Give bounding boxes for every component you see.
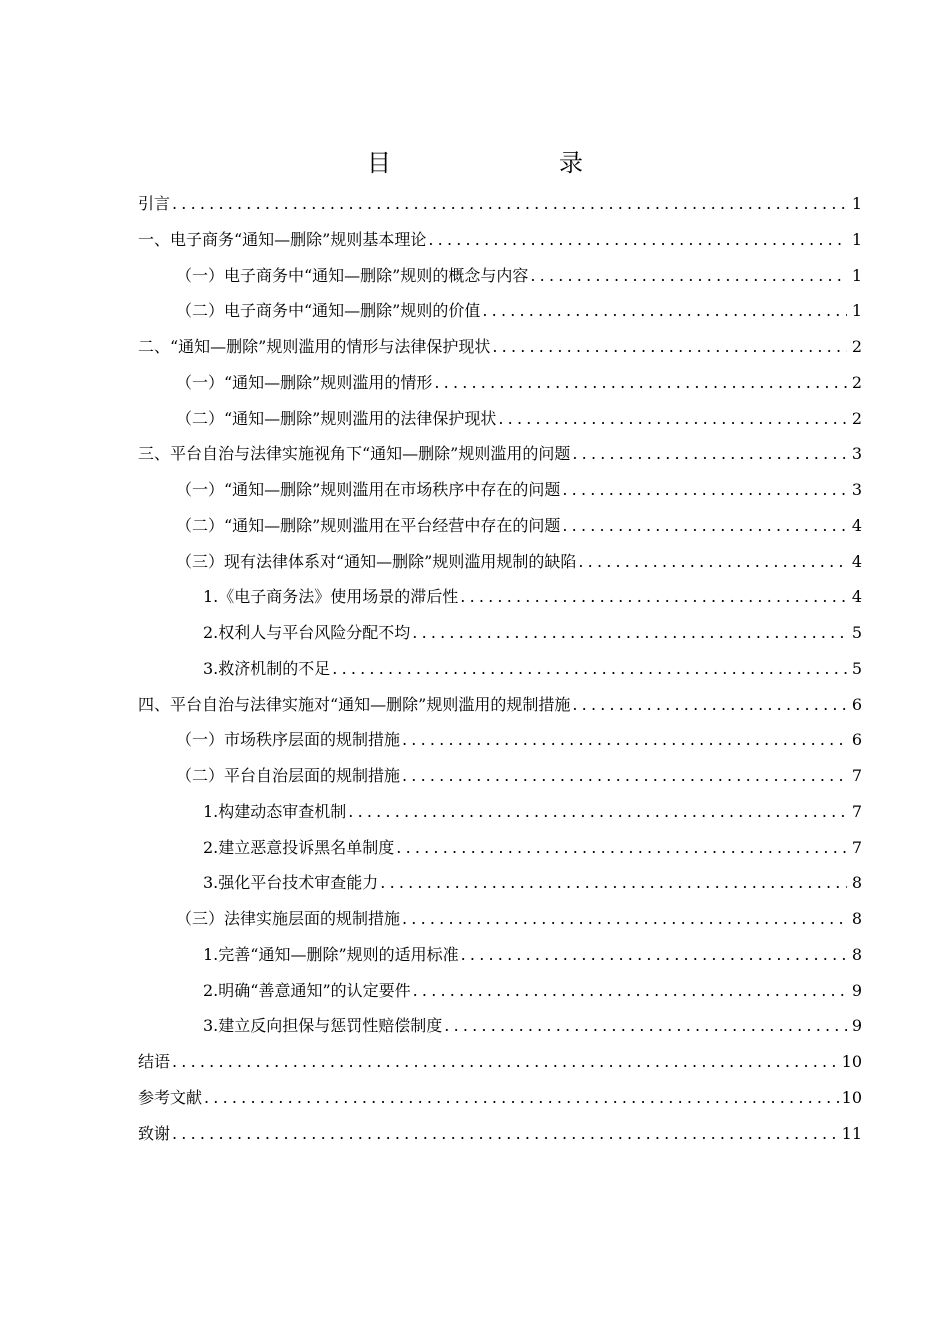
toc-page-number: 1 xyxy=(851,194,862,213)
toc-entry[interactable] xyxy=(138,186,862,222)
toc-entry[interactable] xyxy=(138,329,862,365)
toc-entry-label: 参考文献 xyxy=(138,1087,203,1107)
toc-page-number: 6 xyxy=(851,694,862,714)
toc-entry-label: 二、“通知—删除”规则滥用的情形与法律保护现状 xyxy=(138,337,491,356)
toc-entry-label: 3.强化平台技术审查能力 xyxy=(203,873,379,893)
toc-entry[interactable] xyxy=(138,865,862,901)
toc-page-number: 6 xyxy=(851,730,862,750)
toc-entry[interactable] xyxy=(138,1044,862,1080)
toc-entry-label: 结语 xyxy=(138,1052,171,1071)
dot-leader xyxy=(348,794,847,830)
toc-entry[interactable] xyxy=(138,722,862,758)
toc-entry[interactable] xyxy=(138,615,862,651)
toc-entry-label: 3.救济机制的不足 xyxy=(203,658,331,678)
toc-entry[interactable] xyxy=(138,687,862,723)
toc-entry-label: 1.《电子商务法》使用场景的滞后性 xyxy=(203,587,459,607)
toc-entry-label: （三）法律实施层面的规制措施 xyxy=(176,909,401,928)
toc-entry-label: 一、电子商务“通知—删除”规则基本理论 xyxy=(138,229,427,249)
toc-entry-label: （一）“通知—删除”规则滥用在市场秩序中存在的问题 xyxy=(176,480,561,499)
toc-page-number: 4 xyxy=(851,587,862,607)
toc-page-number: 2 xyxy=(851,372,862,392)
dot-leader xyxy=(413,973,847,1009)
dot-leader xyxy=(578,544,847,580)
toc-entry-label: （二）“通知—删除”规则滥用在平台经营中存在的问题 xyxy=(176,515,561,535)
toc-entry[interactable] xyxy=(138,1116,862,1152)
toc-page-number: 8 xyxy=(851,873,862,893)
toc-entry-label: 1.完善“通知—删除”规则的适用标准 xyxy=(203,944,459,964)
dot-leader xyxy=(461,937,847,973)
toc-entry-label: （一）“通知—删除”规则滥用的情形 xyxy=(176,372,433,392)
dot-leader xyxy=(434,365,847,401)
toc-page-number: 2 xyxy=(851,337,862,356)
toc-page-number: 8 xyxy=(851,909,862,928)
toc-entry[interactable] xyxy=(138,222,862,258)
dot-leader xyxy=(412,615,847,651)
toc-entry[interactable] xyxy=(138,508,862,544)
toc-page-number: 5 xyxy=(851,623,862,642)
dot-leader xyxy=(562,472,847,508)
toc-entry-label: （二）电子商务中“通知—删除”规则的价值 xyxy=(176,301,481,321)
toc-entry[interactable] xyxy=(138,293,862,329)
toc-page-number: 7 xyxy=(851,837,862,857)
dot-leader xyxy=(562,508,847,544)
toc-page-number: 9 xyxy=(851,980,862,1000)
toc-entry[interactable] xyxy=(138,401,862,437)
toc-entry-label: 2.明确“善意通知”的认定要件 xyxy=(203,980,411,1000)
toc-entry-label: 致谢 xyxy=(138,1123,171,1143)
toc-entry-label: 三、平台自治与法律实施视角下“通知—删除”规则滥用的问题 xyxy=(138,444,571,464)
dot-leader xyxy=(492,329,847,365)
toc-entry[interactable] xyxy=(138,579,862,615)
toc-entry-label: 引言 xyxy=(138,194,171,213)
toc-page-number: 1 xyxy=(851,229,862,249)
toc-entry-label: 1.构建动态审查机制 xyxy=(203,801,347,821)
toc-entry[interactable] xyxy=(138,365,862,401)
toc-entry-label: （三）现有法律体系对“通知—删除”规则滥用规制的缺陷 xyxy=(176,551,577,571)
dot-leader xyxy=(172,1116,839,1152)
toc-entry-label: 2.权利人与平台风险分配不均 xyxy=(203,623,411,642)
toc-page-number: 9 xyxy=(851,1016,862,1036)
toc-page-number: 7 xyxy=(851,801,862,821)
toc-entry[interactable] xyxy=(138,1080,862,1116)
dot-leader xyxy=(498,401,847,437)
toc-entry-label: 2.建立恶意投诉黑名单制度 xyxy=(203,837,395,857)
toc-entry[interactable] xyxy=(138,258,862,294)
toc-entry-label: （二）平台自治层面的规制措施 xyxy=(176,766,401,785)
toc-page-number: 2 xyxy=(851,408,862,428)
toc-entry-label: （一）市场秩序层面的规制措施 xyxy=(176,730,401,750)
dot-leader xyxy=(172,1044,839,1080)
toc-page-number: 4 xyxy=(851,515,862,535)
dot-leader xyxy=(572,687,847,723)
dot-leader xyxy=(428,222,847,258)
dot-leader xyxy=(380,865,847,901)
toc-entry[interactable] xyxy=(138,901,862,937)
toc-entry-label: 3.建立反向担保与惩罚性赔偿制度 xyxy=(203,1016,443,1036)
toc-page-number: 10 xyxy=(841,1087,862,1107)
toc-entry-label: 四、平台自治与法律实施对“通知—删除”规则滥用的规制措施 xyxy=(138,694,571,714)
dot-leader xyxy=(482,293,847,329)
toc-page-number: 3 xyxy=(851,444,862,464)
toc-entry[interactable] xyxy=(138,472,862,508)
toc-page-number: 3 xyxy=(851,480,862,499)
dot-leader xyxy=(402,758,847,794)
dot-leader xyxy=(402,722,847,758)
toc-entry[interactable] xyxy=(138,651,862,687)
toc-page-number: 5 xyxy=(851,658,862,678)
toc-entry[interactable] xyxy=(138,436,862,472)
toc-page-number: 1 xyxy=(851,265,862,285)
toc-entry[interactable] xyxy=(138,794,862,830)
toc-entry-label: （一）电子商务中“通知—删除”规则的概念与内容 xyxy=(176,265,529,285)
toc-entry[interactable] xyxy=(138,937,862,973)
table-of-contents xyxy=(138,186,862,1151)
toc-page-number: 7 xyxy=(851,766,862,785)
toc-page-number: 11 xyxy=(841,1123,862,1143)
dot-leader xyxy=(572,436,847,472)
toc-page-number: 4 xyxy=(851,551,862,571)
toc-entry-label: （二）“通知—删除”规则滥用的法律保护现状 xyxy=(176,408,497,428)
toc-entry[interactable] xyxy=(138,830,862,866)
toc-entry[interactable] xyxy=(138,1008,862,1044)
dot-leader xyxy=(402,901,847,937)
toc-page-number: 8 xyxy=(851,944,862,964)
toc-entry[interactable] xyxy=(138,544,862,580)
dot-leader xyxy=(172,186,847,222)
dot-leader xyxy=(444,1008,847,1044)
toc-entry[interactable] xyxy=(138,758,862,794)
page-title: 目 录 xyxy=(367,149,623,177)
dot-leader xyxy=(530,258,847,294)
dot-leader xyxy=(204,1080,839,1116)
toc-entry[interactable] xyxy=(138,973,862,1009)
dot-leader xyxy=(332,651,847,687)
dot-leader xyxy=(460,579,847,615)
toc-page-number: 10 xyxy=(841,1052,862,1071)
toc-page-number: 1 xyxy=(851,301,862,321)
dot-leader xyxy=(396,830,847,866)
